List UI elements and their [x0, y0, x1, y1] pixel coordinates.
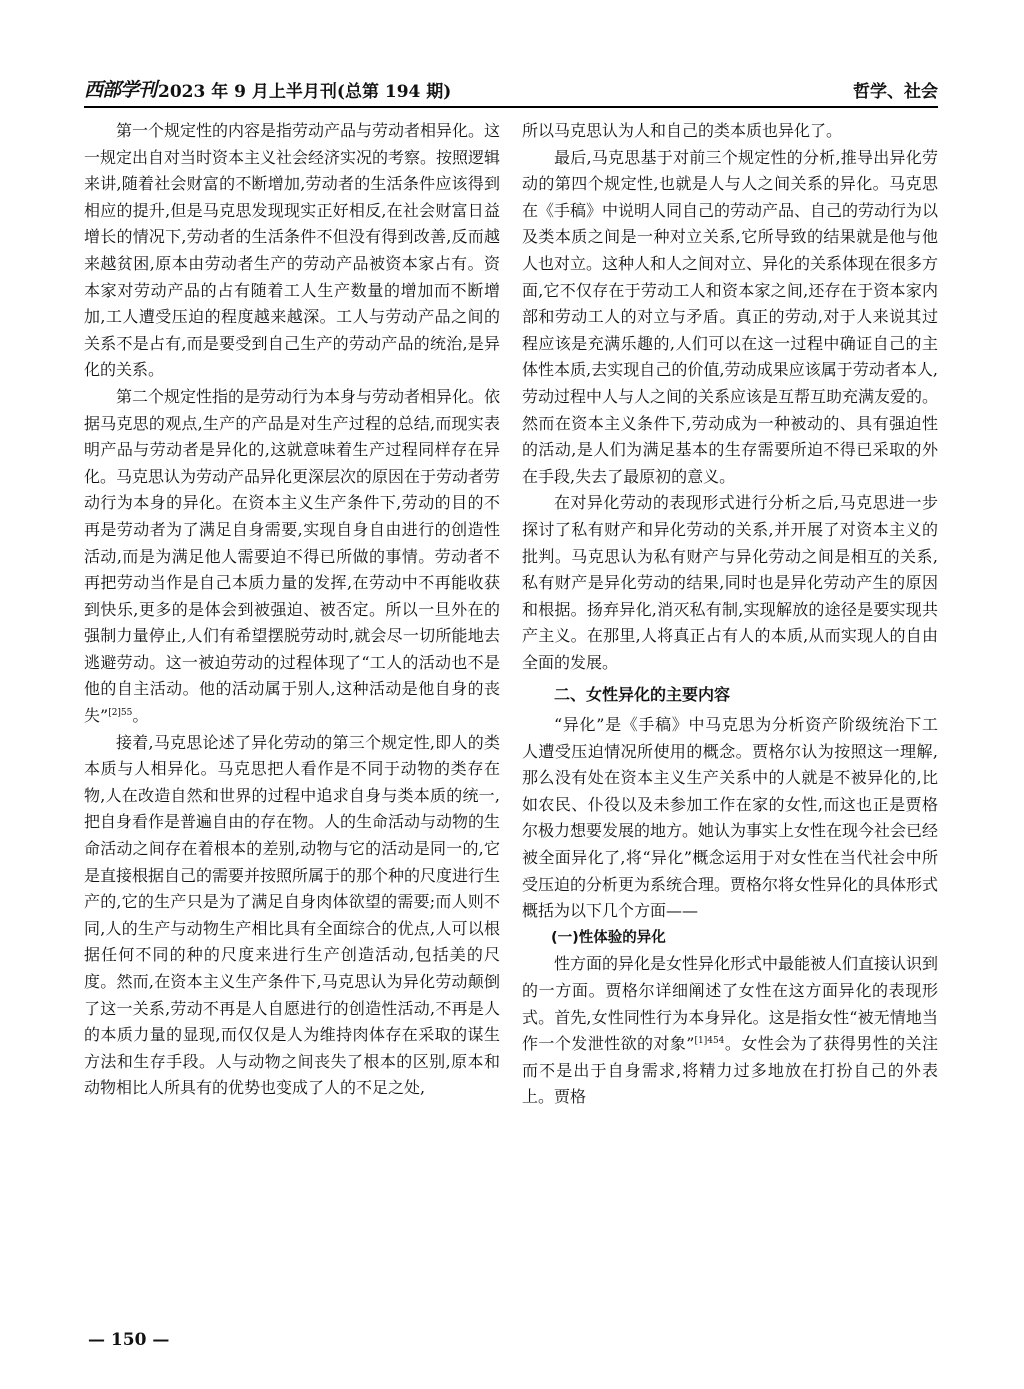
- paragraph: 所以马克思认为人和自己的类本质也异化了。: [522, 121, 843, 140]
- right-column: [522, 118, 938, 1111]
- page-number: — 150 —: [88, 1330, 170, 1350]
- citation-ref: [1]454: [694, 1036, 725, 1047]
- left-column: [84, 118, 500, 1102]
- paragraph-text: 。女性会为了获得男性的关注而不是出于自身需求,将精力过多地放在打扮自己的外表上。贾格: [522, 1034, 938, 1107]
- paragraph: 接着,马克思论述了异化劳动的第三个规定性,即人的类本质与人相异化。马克思把人看作是不同于动物的类存在物,人在改造自然和世界的过程中追求自身与类本质的统一,把自身看作是普遍自由的存在物。人的生命活动与动物的生命活动之间存在着根本的差别,动物与它的活动是同一的,它是直接根据自己的需要并按照所属于的那个种的尺度进行生产的,它的生产只是为了满足自身肉体欲望的需要;而人则不同,人的生产与动物生产相比具有全面综合的优点,人可以根据任何不同的种的尺度来进行生产创造活动,包括美的尺度。然而,在资本主义生产条件下,马克思认为异化劳动颠倒了这一关系,劳动不再是人自愿进行的创造性活动,不再是人的本质力量的显现,而仅仅是人为维持肉体存在采取的谋生方法和生存手段。人与动物之间丧失了根本的区别,原本和动物相比人所具有的优势也变成了人的不足之处,: [84, 732, 501, 1098]
- section-heading: 二、女性异化的主要内容: [554, 685, 731, 705]
- paragraph: 最后,马克思基于对前三个规定性的分析,推导出异化劳动的第四个规定性,也就是人与人之间关系的异化。马克思在《手稿》中说明人同自己的劳动产品、自己的劳动行为以及类本质之间是一种对立关系,它所导致的结果就是他与他人也对立。这种人和人之间对立、异化的关系体现在很多方面,它不仅存在于劳动工人和资本家之间,还存在于资本家内部和劳动工人的对立与矛盾。真正的劳动,对于人来说其过程应该是充满乐趣的,人们可以在这一过程中确证自己的主体性本质,去实现自己的价值,劳动成果应该属于劳动者本人,劳动过程中人与人之间的关系应该是互帮互助充满友爱的。然而在资本主义条件下,劳动成为一种被动的、具有强迫性的活动,是人们为满足基本的生存需要所迫不得已采取的外在手段,失去了最原初的意义。: [522, 147, 939, 486]
- journal-logo: 西部学刊: [84, 79, 157, 101]
- running-header: [84, 70, 938, 108]
- paragraph-text: 。: [132, 706, 149, 726]
- paragraph: 第一个规定性的内容是指劳动产品与劳动者相异化。这一规定出自对当时资本主义社会经济实况的考察。按照逻辑来讲,随着社会财富的不断增加,劳动者的生活条件应该得到相应的提升,但是马克思发现现实正好相反,在社会财富日益增长的情况下,劳动者的生活条件不但没有得到改善,反而越来越贫困,原本由劳动者生产的劳动产品被资本家占有。资本家对劳动产品的占有随着工人生产数量的增加而不断增加,工人遭受压迫的程度越来越深。工人与劳动产品之间的关系不是占有,而是要受到自己生产的劳动产品的统治,是异化的关系。: [84, 121, 501, 380]
- citation-ref: [2]55: [108, 708, 133, 719]
- paragraph-text: 第二个规定性指的是劳动行为本身与劳动者相异化。依据马克思的观点,生产的产品是对生产过程的总结,而现实表明产品与劳动者是异化的,这就意味着生产过程同样存在异化。马克思认为劳动产品异化更深层次的原因在于劳动者劳动行为本身的异化。在资本主义生产条件下,劳动的目的不再是劳动者为了满足自身需要,实现自身自由进行的创造性活动,而是为满足他人需要迫不得已所做的事情。劳动者不再把劳动当作是自己本质力量的发挥,在劳动中不再能收获到快乐,更多的是体会到被强迫、被否定。所以一旦外在的强制力量停止,人们有希望摆脱劳动时,就会尽一切所能地去逃避劳动。这一被迫劳动的过程体现了“工人的活动也不是他的自主活动。他的活动属于别人,这种活动是他自身的丧失”: [84, 386, 501, 726]
- section-label: 哲学、社会: [853, 82, 938, 102]
- subsection-heading: (一)性体验的异化: [551, 929, 666, 946]
- paragraph: [522, 951, 938, 1111]
- issue-info: 2023 年 9 月上半月刊(总第 194 期): [158, 82, 452, 102]
- header-left: [84, 75, 451, 106]
- paragraph-text: 性方面的异化是女性异化形式中最能被人们直接认识到的一方面。贾格尔详细阐述了女性在这方面异化的表现形式。首先,女性同性行为本身异化。这是指女性“被无情地当作一个发泄性欲的对象”: [522, 954, 939, 1054]
- paragraph: 在对异化劳动的表现形式进行分析之后,马克思进一步探讨了私有财产和异化劳动的关系,并开展了对资本主义的批判。马克思认为私有财产与异化劳动之间是相互的关系,私有财产是异化劳动的结果,同时也是异化劳动产生的原因和根据。扬弃异化,消灭私有制,实现解放的途径是要实现共产主义。在那里,人将真正占有人的本质,从而实现人的自由全面的发展。: [522, 493, 938, 672]
- paragraph: “异化”是《手稿》中马克思为分析资产阶级统治下工人遭受压迫情况所使用的概念。贾格尔认为按照这一理解,那么没有处在资本主义生产关系中的人就是不被异化的,比如农民、仆役以及未参加工作在家的女性,而这也正是贾格尔极力想要发展的地方。她认为事实上女性在现今社会已经被全面异化了,将“异化”概念运用于对女性在当代社会中所受压迫的分析更为系统合理。贾格尔将女性异化的具体形式概括为以下几个方面——: [522, 715, 939, 921]
- paragraph: [84, 384, 500, 730]
